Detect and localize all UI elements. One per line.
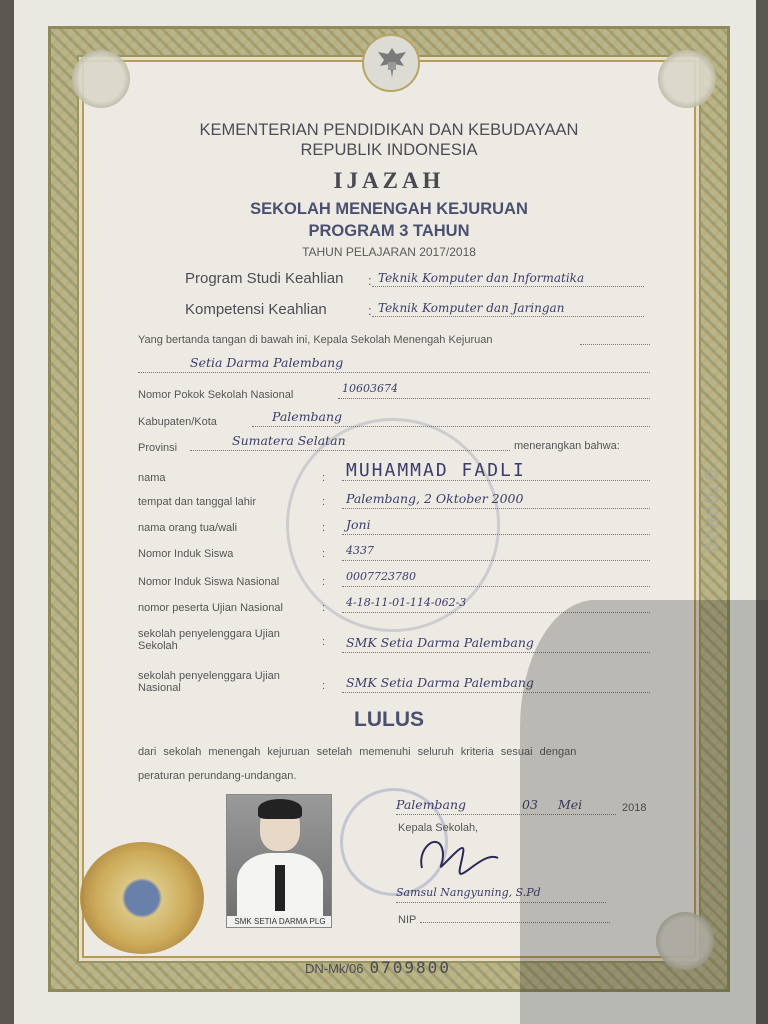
signature-scribble <box>412 828 502 880</box>
photo-caption: SMK SETIA DARMA PLG <box>227 916 332 927</box>
province-value: Sumatera Selatan <box>190 432 510 451</box>
national-exam-organizer-value: SMK Setia Darma Palembang <box>342 674 650 693</box>
colon: : <box>322 602 326 614</box>
colon: : <box>322 472 326 484</box>
ministry-line1: KEMENTERIAN PENDIDIKAN DAN KEBUDAYAAN <box>199 121 579 139</box>
garuda-emblem-icon <box>362 34 420 92</box>
sign-role: Kepala Sekolah, <box>398 822 479 834</box>
serial-value: 0709800 <box>369 958 451 977</box>
parent-value: Joni <box>342 516 650 535</box>
sign-year: 2018 <box>622 802 647 814</box>
sign-place-value: Palembang <box>396 797 467 812</box>
intro-text: Yang bertanda tangan di bawah ini, Kepala Sekolah Menengah Kejuruan <box>138 334 493 346</box>
ministry-line2: REPUBLIK INDONESIA <box>300 141 478 159</box>
city-label: Kabupaten/Kota <box>138 416 217 428</box>
colon: : <box>368 303 372 318</box>
document-title: IJAZAH <box>333 168 445 193</box>
npsn-label: Nomor Pokok Sekolah Nasional <box>138 389 294 401</box>
states-text: menerangkan bahwa: <box>514 440 620 452</box>
sign-month-value: Mei <box>557 797 583 812</box>
academic-year: TAHUN PELAJARAN 2017/2018 <box>302 245 476 259</box>
field-label: nama <box>138 472 166 484</box>
colon: : <box>322 522 326 534</box>
nis-value: 4337 <box>342 542 650 561</box>
competency-label: Kompetensi Keahlian <box>185 301 327 318</box>
field-label: sekolah penyelenggara Ujian Sekolah <box>138 628 280 652</box>
sign-day-value: 03 <box>522 797 538 812</box>
result-status: LULUS <box>354 708 424 731</box>
colon: : <box>322 680 326 692</box>
school-type: SEKOLAH MENENGAH KEJURUAN <box>250 200 528 218</box>
study-program-value: Teknik Komputer dan Informatika <box>372 270 644 287</box>
province-label: Provinsi <box>138 442 178 454</box>
program-duration: PROGRAM 3 TAHUN <box>308 222 470 240</box>
field-label: Nomor Induk Siswa Nasional <box>138 576 280 588</box>
colon: : <box>322 636 326 648</box>
school-name-value: Setia Darma Palembang <box>138 354 650 373</box>
principal-name: Samsul Nangyuning, S.Pd <box>396 884 606 903</box>
photo-shadow-overlay <box>520 600 768 1024</box>
result-desc-line2: peraturan perundang-undangan. <box>138 770 297 782</box>
student-photo <box>226 794 332 928</box>
corner-ornament <box>658 50 716 108</box>
nip-label: NIP <box>398 914 417 926</box>
study-program-row <box>185 270 367 287</box>
colon: : <box>322 576 326 588</box>
student-name-value: MUHAMMAD FADLI <box>342 462 650 481</box>
field-label: sekolah penyelenggara Ujian Nasional <box>138 670 280 694</box>
side-watermark-number: 0709800 <box>701 470 721 555</box>
colon: : <box>322 548 326 560</box>
study-program-label: Program Studi Keahlian <box>185 270 344 287</box>
city-value: Palembang <box>252 408 650 427</box>
hologram-seal-icon <box>80 842 204 954</box>
exam-number-value: 4-18-11-01-114-062-3 <box>342 594 650 613</box>
npsn-value: 10603674 <box>338 380 650 399</box>
field-label: nama orang tua/wali <box>138 522 238 534</box>
colon: : <box>368 273 372 288</box>
competency-row <box>185 301 367 318</box>
field-label: tempat dan tanggal lahir <box>138 496 257 508</box>
corner-ornament <box>72 50 130 108</box>
school-exam-organizer-value: SMK Setia Darma Palembang <box>342 634 650 653</box>
colon: : <box>322 496 326 508</box>
birth-value: Palembang, 2 Oktober 2000 <box>342 490 650 509</box>
dotted-line <box>580 344 650 345</box>
serial-number <box>305 958 451 977</box>
serial-prefix: DN-Mk/06 <box>305 961 364 976</box>
competency-value: Teknik Komputer dan Jaringan <box>372 300 644 317</box>
field-label: nomor peserta Ujian Nasional <box>138 602 283 614</box>
field-label: Nomor Induk Siswa <box>138 548 234 560</box>
result-desc-line1: dari sekolah menengah kejuruan setelah memenuhi seluruh kriteria sesuai dengan <box>138 746 577 758</box>
nisn-value: 0007723780 <box>342 568 650 587</box>
